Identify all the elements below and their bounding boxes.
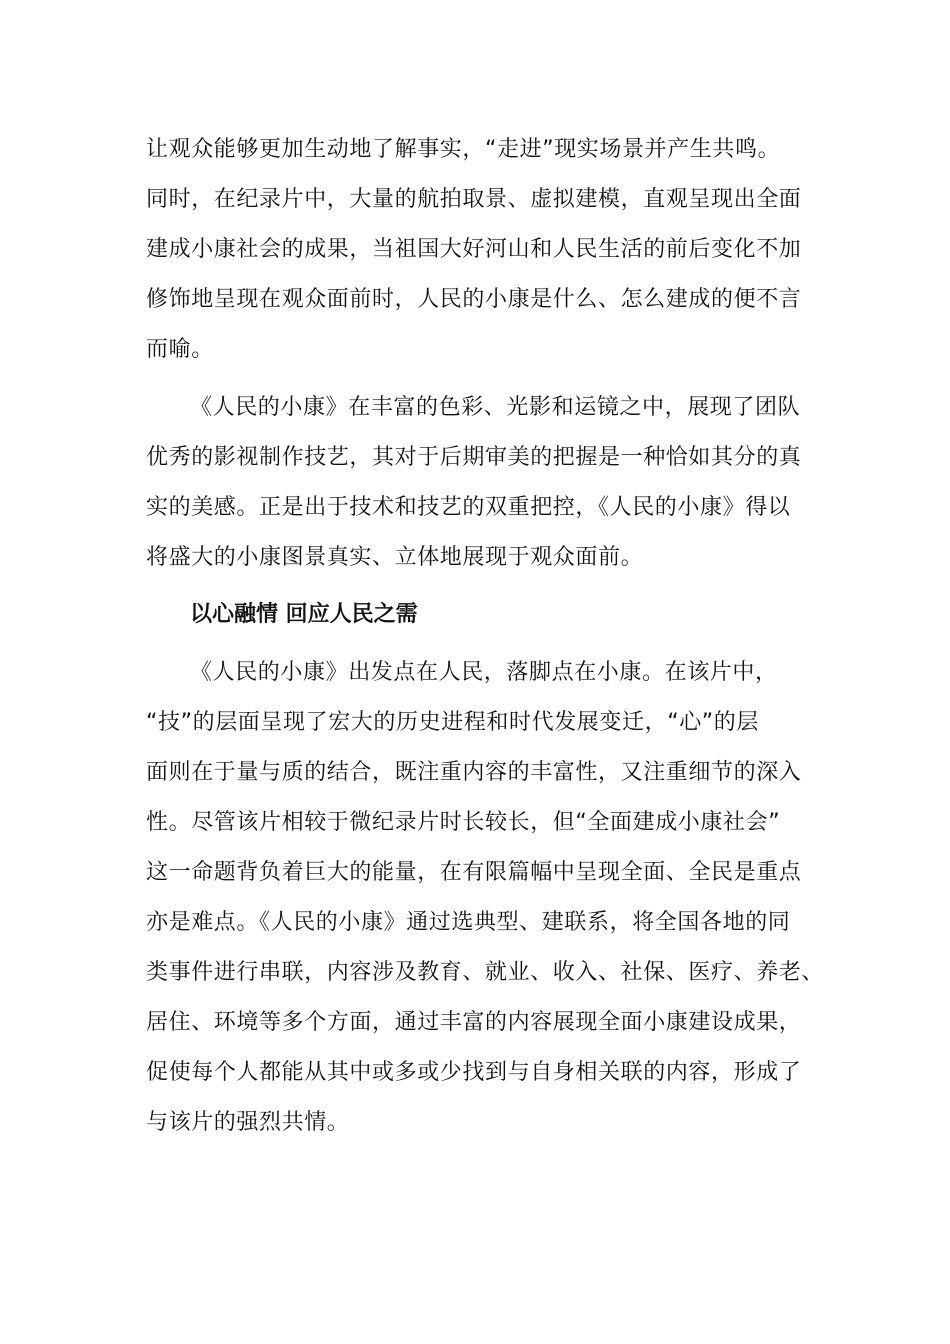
paragraph-line: 促使每个人都能从其中或多或少找到与自身相关联的内容，形成了 xyxy=(146,1060,802,1085)
paragraph-line: 居住、环境等多个方面，通过丰富的内容展现全面小康建设成果， xyxy=(146,1010,802,1035)
paragraph-line: 修饰地呈现在观众面前时，人民的小康是什么、怎么建成的便不言 xyxy=(146,287,802,312)
paragraph-line: 这一命题背负着巨大的能量，在有限篇幅中呈现全面、全民是重点 xyxy=(146,860,802,885)
section-heading: 以心融情 回应人民之需 xyxy=(190,602,418,627)
paragraph-3 xyxy=(146,648,825,1148)
paragraph-line: 建成小康社会的成果，当祖国大好河山和人民生活的前后变化不加 xyxy=(146,237,802,262)
paragraph-line: 将盛大的小康图景真实、立体地展现于观众面前。 xyxy=(146,545,644,570)
paragraph-line: 同时，在纪录片中，大量的航拍取景、虚拟建模，直观呈现出全面 xyxy=(146,187,802,212)
paragraph-line: 让观众能够更加生动地了解事实，“走进”现实场景并产生共鸣。 xyxy=(146,137,781,162)
paragraph-line: 亦是难点。《人民的小康》通过选典型、建联系，将全国各地的同 xyxy=(146,910,791,935)
paragraph-line: 《人民的小康》在丰富的色彩、光影和运镜之中，展现了团队 xyxy=(190,395,801,420)
paragraph-line: 面则在于量与质的结合，既注重内容的丰富性，又注重细节的深入 xyxy=(146,760,802,785)
paragraph-line: 优秀的影视制作技艺，其对于后期审美的把握是一种恰如其分的真 xyxy=(146,445,802,470)
paragraph-line: 而喻。 xyxy=(146,337,214,362)
paragraph-1 xyxy=(146,125,802,375)
paragraph-2 xyxy=(146,383,802,583)
paragraph-line: “技”的层面呈现了宏大的历史进程和时代发展变迁，“心”的层 xyxy=(146,710,759,735)
paragraph-line: 实的美感。正是出于技术和技艺的双重把控，《人民的小康》得以 xyxy=(146,495,791,520)
paragraph-line: 与该片的强烈共情。 xyxy=(146,1110,350,1135)
paragraph-line: 类事件进行串联，内容涉及教育、就业、收入、社保、医疗、养老、 xyxy=(146,960,825,985)
paragraph-line: 性。尽管该片相较于微纪录片时长较长，但“全面建成小康社会” xyxy=(146,810,781,835)
paragraph-line: 《人民的小康》出发点在人民，落脚点在小康。在该片中， xyxy=(190,660,778,685)
